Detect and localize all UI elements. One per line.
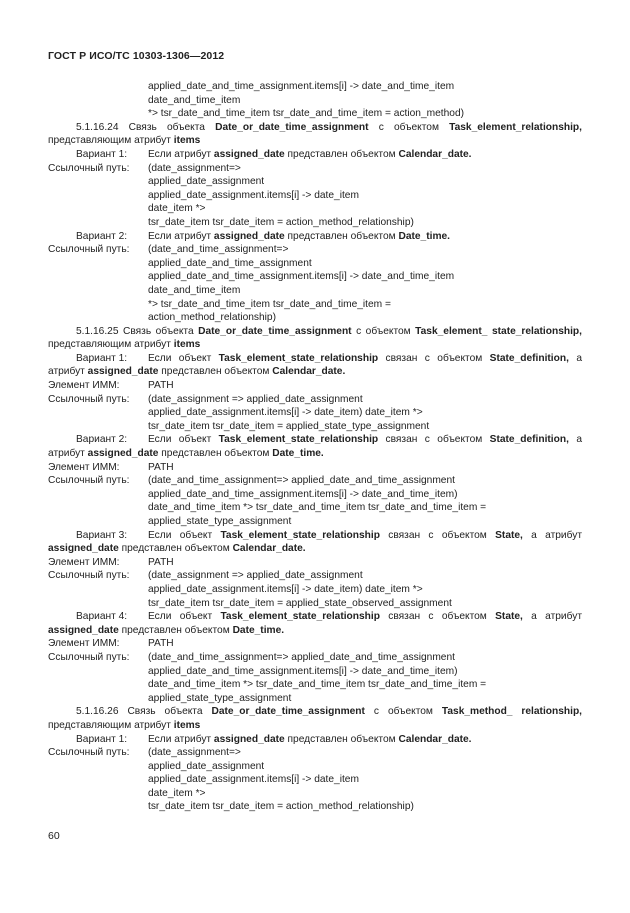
path-line: date_and_time_item: [148, 94, 241, 106]
variant-row: Вариант 1: Если атрибут assigned_date представлен объектом Calendar_date.: [76, 148, 472, 160]
path-line: tsr_date_item tsr_date_item = action_method_relationship): [148, 801, 414, 813]
arm-element-row: Элемент ИММ: PATH: [48, 380, 174, 392]
arm-element-row: Элемент ИММ: PATH: [48, 638, 174, 650]
path-line: tsr_date_item tsr_date_item = applied_state_type_assignment: [148, 420, 430, 432]
reference-path-row: Ссылочный путь: (date_assignment=>: [48, 162, 241, 174]
page-number: 60: [48, 830, 60, 842]
variant-row: Вариант 2: Если атрибут assigned_date представлен объектом Date_time.: [76, 230, 450, 242]
path-line: applied_date_assignment.items[i] -> date_item) date_item *>: [148, 583, 423, 595]
path-line: tsr_date_item tsr_date_item = applied_state_observed_assignment: [148, 597, 452, 609]
path-line: applied_date_and_time_assignment.items[i] -> date_and_time_item: [148, 81, 455, 92]
variant-paragraph: Вариант 2: Если объект Task_element_state_relationship связан с объектом State_definition, а атрибут assigned_date представлен объектом Date_time.: [48, 434, 582, 460]
path-line: applied_date_assignment: [148, 176, 265, 188]
arm-element-row: Элемент ИММ: PATH: [48, 556, 174, 568]
path-line: date_item *>: [148, 203, 206, 215]
path-line: date_and_time_item *> tsr_date_and_time_item tsr_date_and_time_item =: [148, 679, 487, 691]
page-body: [48, 80, 582, 814]
path-line: applied_date_assignment.items[i] -> date_item: [148, 189, 359, 201]
path-line: applied_date_and_time_assignment.items[i] -> date_and_time_item: [148, 271, 455, 283]
reference-path-row: Ссылочный путь: (date_and_time_assignment=> applied_date_and_time_assignment: [48, 475, 455, 487]
path-line: applied_date_and_time_assignment: [148, 257, 312, 269]
path-line: tsr_date_item tsr_date_item = action_method_relationship): [148, 216, 414, 228]
path-line: applied_state_type_assignment: [148, 516, 292, 527]
reference-path-row: Ссылочный путь: (date_assignment=>: [48, 747, 241, 759]
reference-path-row: Ссылочный путь: (date_and_time_assignment=>: [48, 244, 289, 256]
reference-path-row: Ссылочный путь: (date_and_time_assignment=> applied_date_and_time_assignment: [48, 651, 455, 663]
path-line: date_item *>: [148, 787, 206, 799]
path-line: applied_date_assignment.items[i] -> date_item) date_item *>: [148, 407, 423, 419]
document-header: ГОСТ Р ИСО/ТС 10303-1306—2012: [48, 50, 225, 62]
variant-paragraph: Вариант 4: Если объект Task_element_state_relationship связан с объектом State, а атрибут assigned_date представлен объектом Date_time.: [48, 611, 582, 636]
arm-element-row: Элемент ИММ: PATH: [48, 461, 174, 473]
path-line: *> tsr_date_and_time_item tsr_date_and_time_item =: [148, 298, 391, 310]
path-line: applied_date_and_time_assignment.items[i] -> date_and_time_item): [148, 665, 458, 677]
path-line: date_and_time_item: [148, 284, 241, 296]
variant-row: Вариант 1: Если атрибут assigned_date представлен объектом Calendar_date.: [76, 733, 472, 745]
variant-paragraph: Вариант 3: Если объект Task_element_state_relationship связан с объектом State, а атрибут assigned_date представлен объектом Calendar_date.: [48, 529, 582, 555]
path-line: date_and_time_item *> tsr_date_and_time_item tsr_date_and_time_item =: [148, 502, 487, 514]
path-line: applied_date_and_time_assignment.items[i] -> date_and_time_item): [148, 488, 458, 500]
section-heading-24: 5.1.16.24 Связь объекта Date_or_date_time_assignment с объектом Task_element_relationship, представляющим атрибут items: [48, 121, 582, 147]
section-heading-26: 5.1.16.26 Связь объекта Date_or_date_time_assignment с объектом Task_method_ relationship, представляющим атрибут items: [48, 706, 582, 731]
path-line: applied_date_assignment.items[i] -> date_item: [148, 774, 359, 786]
reference-path-row: Ссылочный путь: (date_assignment => applied_date_assignment: [48, 570, 363, 582]
section-heading-25: 5.1.16.25 Связь объекта Date_or_date_time_assignment с объектом Task_element_ state_relationship, представляющим атрибут items: [48, 325, 582, 351]
path-line: applied_state_type_assignment: [148, 692, 292, 704]
path-line: applied_date_assignment: [148, 760, 265, 772]
path-line: *> tsr_date_and_time_item tsr_date_and_time_item = action_method): [148, 108, 465, 120]
path-line: action_method_relationship): [148, 312, 276, 324]
reference-path-row: Ссылочный путь: (date_assignment => applied_date_assignment: [48, 393, 363, 405]
variant-paragraph: Вариант 1: Если объект Task_element_state_relationship связан с объектом State_definition, а атрибут assigned_date представлен объектом Calendar_date.: [48, 352, 582, 378]
